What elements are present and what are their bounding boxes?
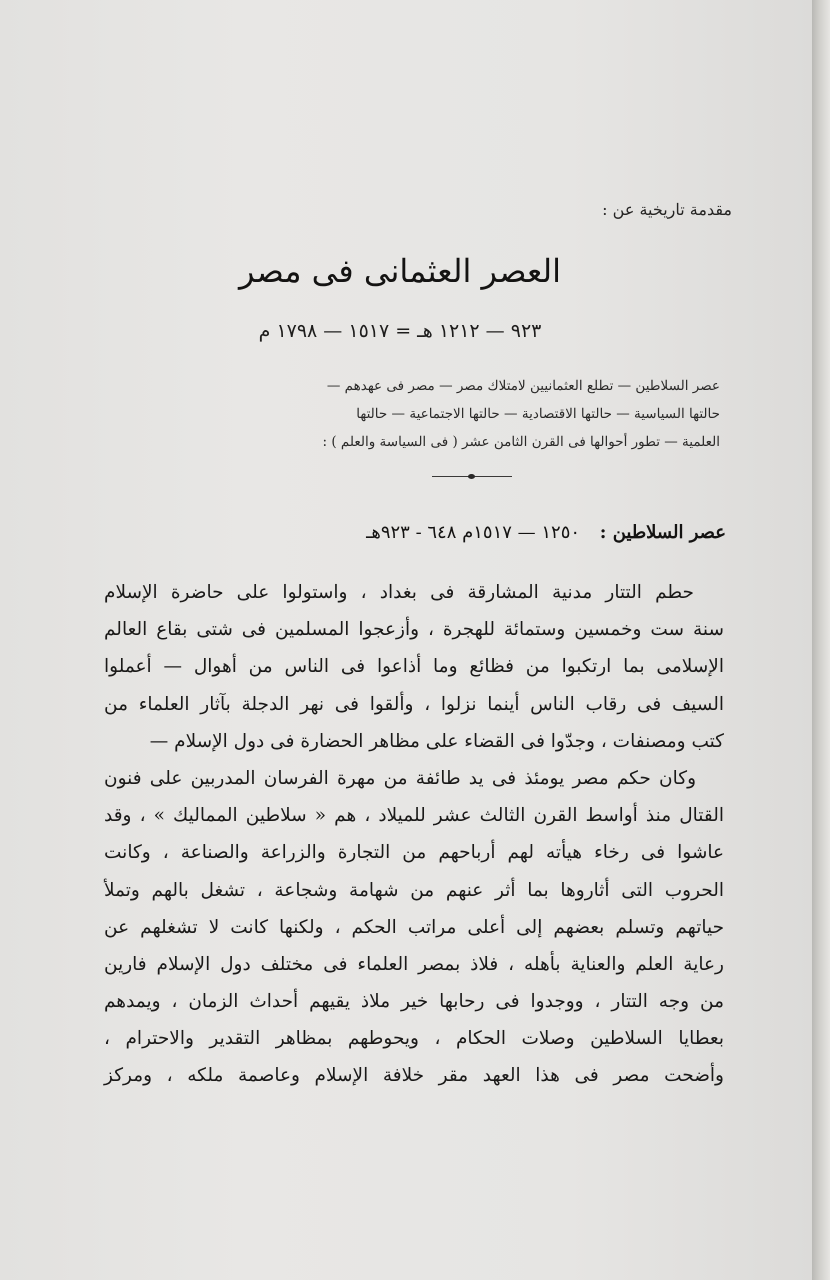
chapter-summary (160, 372, 720, 456)
text-line: سنة ست وخمسين وستمائة للهجرة ، وأزعجوا المسلمين فى شتى بقاع العالم (104, 619, 724, 641)
text-line: وأضحت مصر فى هذا العهد مقر خلافة الإسلام وعاصمة ملكه ، ومركز (104, 1065, 724, 1087)
section-label: عصر السلاطين : (599, 522, 726, 543)
text-line: كتب ومصنفات ، وجدّوا فى القضاء على مظاهر الحضارة فى دول الإسلام — (149, 730, 724, 752)
text-line: حطم التتار مدنية المشارقة فى بغداد ، واستولوا على حاضرة الإسلام (104, 582, 694, 603)
page-edge (812, 0, 830, 1280)
page-title: العصر العثمانى فى مصر (238, 252, 562, 290)
body-text (104, 574, 724, 1095)
summary-line: حالتها السياسية — حالتها الاقتصادية — حالتها الاجتماعية — حالتها (356, 406, 720, 422)
section-dates: ١٢٥٠ — ١٥١٧م ٦٤٨ - ٩٢٣هـ (366, 522, 581, 543)
text-line: من وجه التتار ، ووجدوا فى رحابها خير ملاذ يقيهم أحداث الزمان ، ويمدهم (104, 991, 724, 1013)
date-range: ٩٢٣ — ١٢١٢ هـ = ١٥١٧ — ١٧٩٨ م (258, 320, 542, 342)
text-line: حياتهم وتسلم بعضهم إلى أعلى مراتب الحكم ، ولكنها كانت لا تشغلهم عن (104, 916, 724, 938)
divider-dot (468, 474, 475, 479)
text-line: القتال منذ أواسط القرن الثالث عشر للميلاد ، هم « سلاطين المماليك » ، وقد (104, 805, 724, 827)
text-line: رعاية العلم والعناية بأهله ، فلاذ بمصر العلماء فى مختلف دول الإسلام فارين (104, 953, 724, 975)
text-line: السيف فى رقاب الناس أينما نزلوا ، وألقوا فى نهر الدجلة بآثار العلماء من (104, 693, 724, 715)
intro-label: مقدمة تاريخية عن : (602, 200, 732, 219)
text-line: بعطايا السلاطين وصلات الحكام ، ويحوطهم بمظاهر التقدير والاحترام ، (104, 1028, 724, 1050)
summary-line: عصر السلاطين — تطلع العثمانيين لامتلاك مصر — مصر فى عهدهم — (326, 378, 720, 394)
section-heading (166, 522, 726, 543)
text-line: الإسلامى بما ارتكبوا من فظائع وما أذاعوا فى الناس من أهوال — أعملوا (104, 656, 724, 678)
ornament-divider (432, 474, 512, 480)
text-line: عاشوا فى رخاء هيأته لهم أرباحهم من التجارة والزراعة والصناعة ، وكانت (104, 842, 724, 864)
text-line: الحروب التى أثاروها بما أثر عنهم من شهامة وشجاعة ، تشغل بالهم وتملأ (104, 879, 724, 901)
summary-line: العلمية — تطور أحوالها فى القرن الثامن عشر ( فى السياسة والعلم ) : (322, 434, 720, 450)
text-line: وكان حكم مصر يومئذ فى يد طائفة من مهرة الفرسان المدربين على فنون (104, 767, 696, 789)
